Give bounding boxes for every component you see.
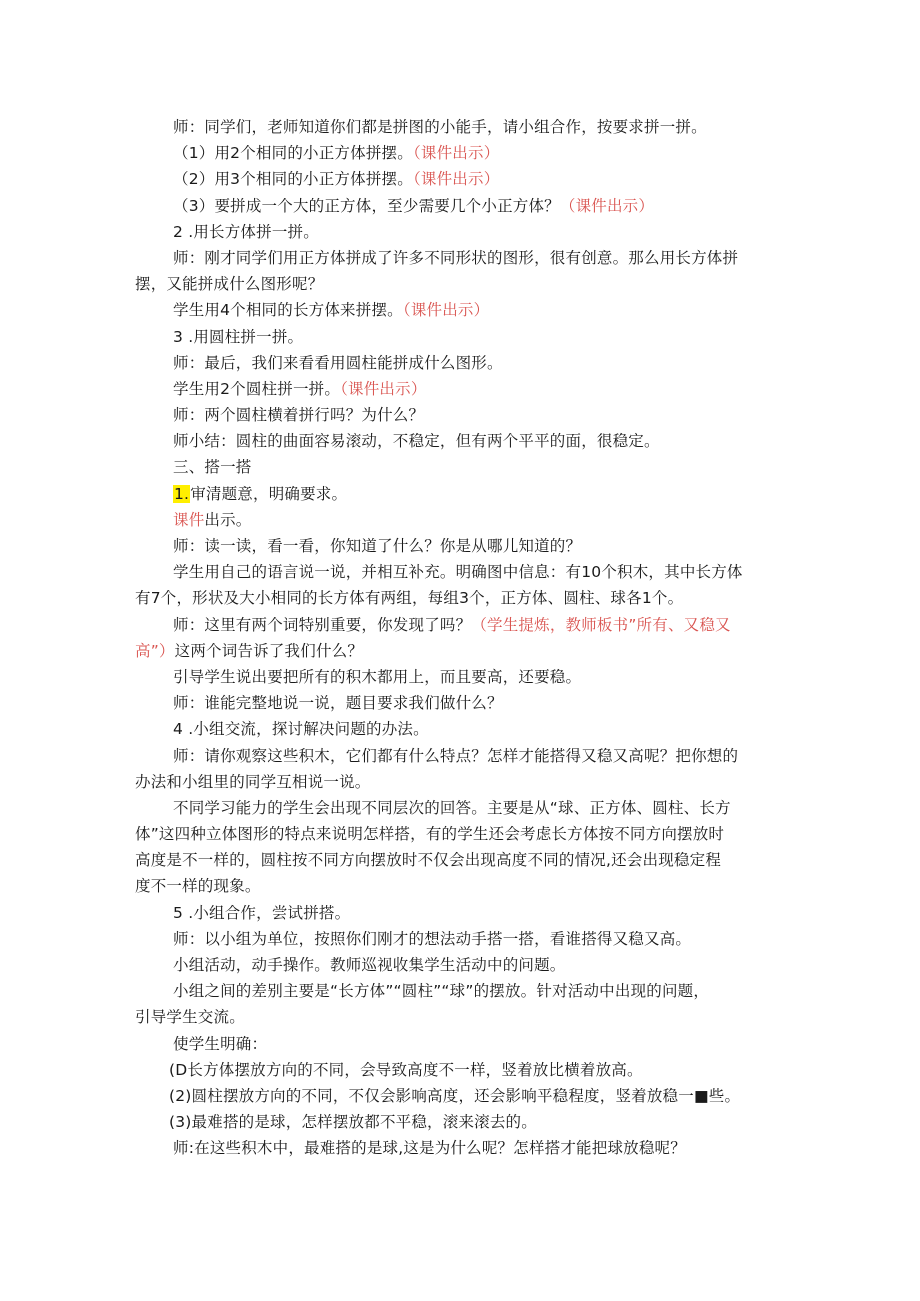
line-text: (D长方体摆放方向的不同，会导致高度不一样，竖着放比横着放高。 [169,1060,643,1079]
text-line [135,559,787,585]
line-text: 师：读一读，看一看，你知道了什么？你是从哪儿知道的？ [173,537,582,555]
line-text: 师：谁能完整地说一说，题目要求我们做什么？ [173,694,503,713]
text-line [135,769,787,795]
line-text: 不同学习能力的学生会出现不同层次的回答。主要是从“球、正方体、圆柱、长方 [173,798,731,817]
lesson-plan-text [135,114,787,1162]
line-text: 体”这四种立体图形的特点来说明怎样搭，有的学生还会考虑长方体按不同方向摆放时 [135,825,725,844]
text-line [135,638,787,664]
line-text: （1）用2个相同的小正方体拼摆。 [173,144,413,163]
text-line [135,743,787,769]
text-line [135,1109,787,1135]
line-text: 师：最后，我们来看看用圆柱能拼成什么图形。 [173,353,503,372]
courseware-note: （学生提炼，教师板书”所有、又稳又 [471,615,731,634]
text-line [135,926,787,952]
line-text: 4 .小组交流，探讨解决问题的办法。 [173,720,429,739]
text-line [135,376,787,402]
line-text: 审清题意，明确要求。 [190,484,348,503]
text-line [135,166,787,192]
line-text: 学生用自己的语言说一说，并相互补充。明确图中信息：有10个积木，其中长方体 [173,563,743,582]
text-line [135,350,787,376]
courseware-note: （课件出示） [412,144,500,163]
text-line [135,900,787,926]
line-text: 办法和小组里的同学互相说一说。 [135,772,371,791]
text-line [135,533,787,559]
line-text: 度不一样的现象。 [135,877,261,896]
text-line [135,952,787,978]
text-line [135,978,787,1004]
line-text: （2）用3个相同的小正方体拼摆。 [173,170,413,189]
line-text: (3)最难搭的是球，怎样摆放都不平稳，滚来滚去的。 [169,1113,537,1132]
line-text: 师小结：圆柱的曲面容易滚动，不稳定，但有两个平平的面，很稳定。 [173,432,660,451]
line-text: 师：同学们，老师知道你们都是拼图的小能手，请小组合作，按要求拼一拼。 [173,118,707,136]
text-line [135,402,787,428]
line-text: 5 .小组合作，尝试拼搭。 [173,903,351,922]
line-text: (2)圆柱摆放方向的不同，不仅会影响高度，还会影响平稳程度，竖着放稳一■些。 [169,1086,741,1105]
line-text: 摆，又能拼成什么图形呢？ [135,275,324,294]
line-text: 高度是不一样的，圆柱按不同方向摆放时不仅会出现高度不同的情况,还会出现稳定程 [135,851,722,870]
line-text: 小组之间的差别主要是“长方体”“圆柱”“球”的摆放。针对活动中出现的问题， [173,982,710,1001]
text-line [135,245,787,271]
line-text: 三、搭一搭 [173,458,252,477]
line-text: 引导学生交流。 [135,1008,245,1027]
text-line [135,193,787,219]
line-text: 学生用2个圆柱拼一拼。 [173,379,341,398]
line-text: 师：这里有两个词特别重要，你发现了吗？ [173,615,472,634]
text-line [135,428,787,454]
text-line [135,1057,787,1083]
line-text: （3）要拼成一个大的正方体，至少需要几个小正方体？ [173,196,560,215]
line-text: 小组活动，动手操作。教师巡视收集学生活动中的问题。 [173,956,566,974]
text-line [135,1135,787,1161]
text-line [135,795,787,821]
highlighted-number: 1. [174,484,190,503]
line-text: 3 .用圆柱拼一拼。 [173,327,304,346]
text-line [135,847,787,873]
text-line [135,821,787,847]
line-text: 2 .用长方体拼一拼。 [173,222,319,241]
text-line [135,585,787,611]
text-line [135,664,787,690]
line-text: 师：刚才同学们用正方体拼成了许多不同形状的图形，很有创意。那么用长方体拼 [173,248,739,267]
text-line [135,297,787,323]
text-line [135,690,787,716]
courseware-note: （课件出示） [559,196,655,215]
line-text: 学生用4个相同的长方体来拼摆。 [173,301,403,320]
text-line [135,873,787,899]
text-line [135,1083,787,1109]
line-text: 师：两个圆柱横着拼行吗？为什么？ [173,406,425,425]
text-line [135,271,787,297]
text-line [135,140,787,166]
line-text: 师：以小组为单位，按照你们刚才的想法动手搭一搭，看谁搭得又稳又高。 [173,929,692,948]
line-text: 这两个词告诉了我们什么？ [174,641,364,660]
text-line [135,481,787,507]
text-line [135,1031,787,1057]
text-line [135,612,787,638]
text-line [135,1004,787,1030]
line-text: 师：请你观察这些积木，它们都有什么特点？怎样才能搭得又稳又高呢？把你想的 [173,746,739,765]
text-line [135,716,787,742]
text-line [135,219,787,245]
line-text: 师:在这些积木中，最难搭的是球,这是为什么呢？怎样搭才能把球放稳呢？ [173,1139,686,1158]
line-text: 出示。 [204,510,252,529]
courseware-note-lead: 课件 [173,510,205,529]
courseware-note: （课件出示） [340,379,427,398]
courseware-note: （课件出示） [412,170,500,189]
courseware-note-lead: 高”） [135,641,175,660]
line-text: 使学生明确： [173,1034,268,1053]
courseware-note: （课件出示） [402,301,490,320]
text-line [135,507,787,533]
text-line [135,454,787,480]
line-text: 有7个，形状及大小相同的长方体有两组，每组3个，正方体、圆柱、球各1个。 [135,589,684,608]
line-text: 引导学生说出要把所有的积木都用上，而且要高，还要稳。 [173,667,582,686]
text-line [135,324,787,350]
text-line [135,114,787,140]
